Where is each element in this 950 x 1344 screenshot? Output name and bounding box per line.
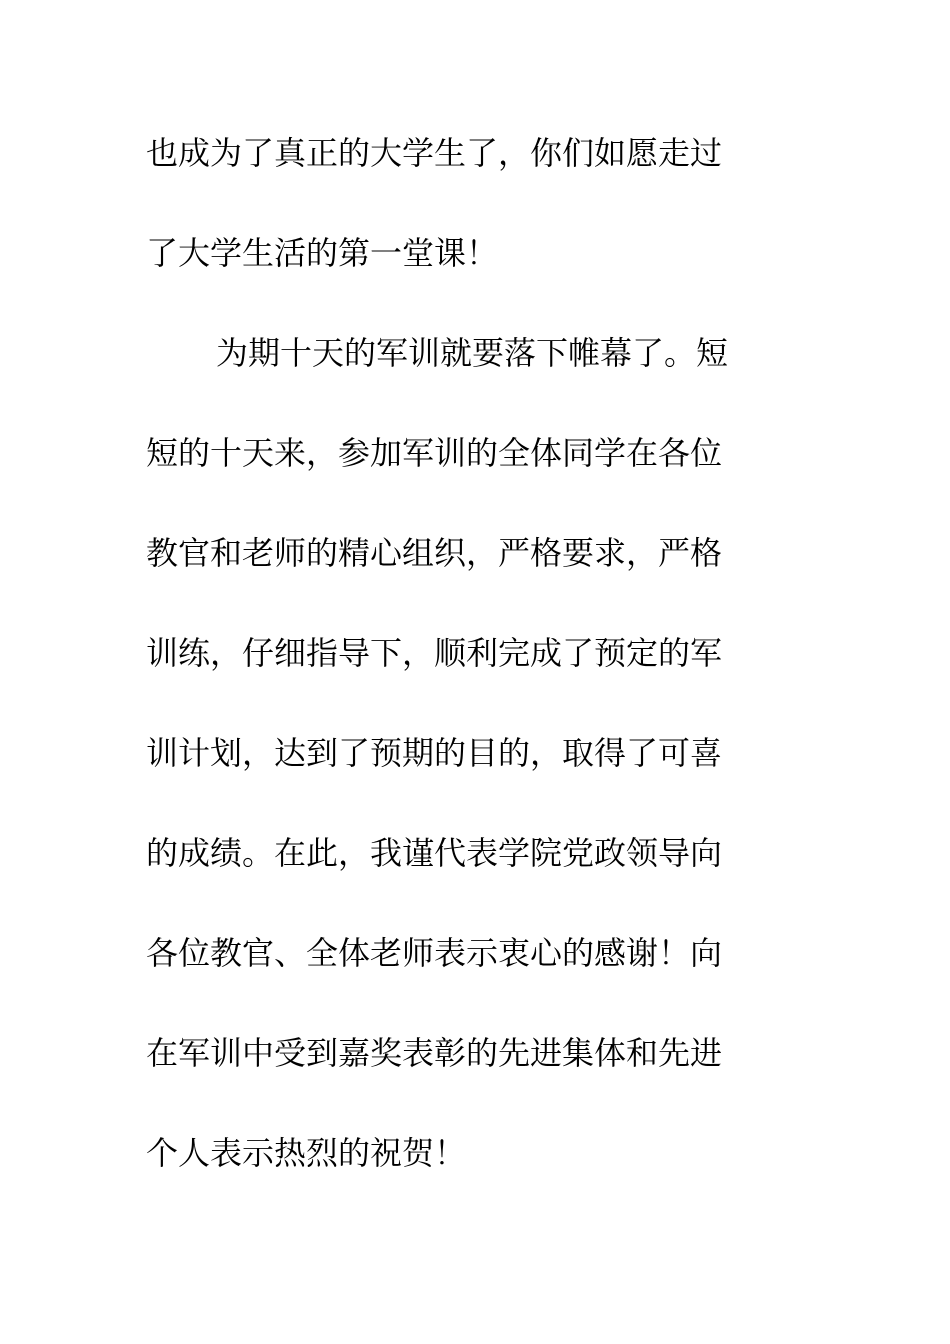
text-line: 训计划，达到了预期的目的，取得了可喜 — [146, 734, 723, 772]
text-line: 也成为了真正的大学生了，你们如愿走过 — [146, 134, 723, 172]
text-line: 在军训中受到嘉奖表彰的先进集体和先进 — [146, 1034, 723, 1072]
text-line: 了大学生活的第一堂课！ — [146, 234, 499, 272]
text-line: 各位教官、全体老师表示衷心的感谢！向 — [146, 934, 723, 972]
text-line: 个人表示热烈的祝贺！ — [146, 1134, 467, 1172]
text-line: 的成绩。在此，我谨代表学院党政领导向 — [146, 834, 723, 872]
text-line: 短的十天来，参加军训的全体同学在各位 — [146, 434, 723, 472]
text-line: 训练，仔细指导下，顺利完成了预定的军 — [146, 634, 723, 672]
paragraph-first-line: 为期十天的军训就要落下帷幕了。短 — [216, 334, 729, 372]
text-line: 教官和老师的精心组织，严格要求，严格 — [146, 534, 723, 572]
